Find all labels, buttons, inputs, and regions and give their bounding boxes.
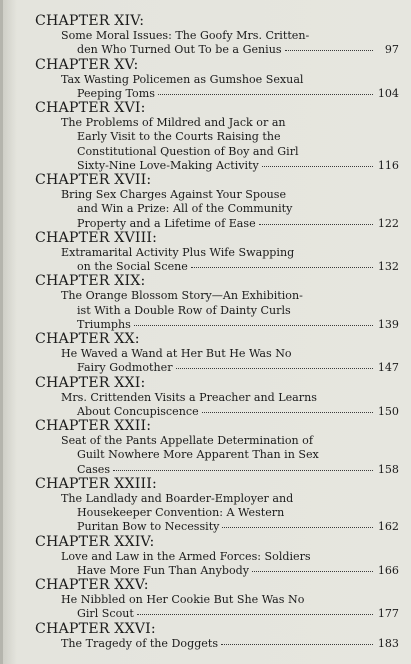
- chapter-title-last-line: [35, 159, 399, 173]
- chapter-heading: CHAPTER XVII:: [35, 172, 152, 188]
- toc-entry: [35, 14, 399, 58]
- chapter-title-line: The Landlady and Boarder-Employer and: [61, 491, 294, 505]
- chapter-heading: CHAPTER XXIII:: [35, 475, 157, 492]
- page-number: 97: [384, 43, 399, 57]
- toc-entry: [35, 622, 399, 651]
- chapter-heading: CHAPTER XXIV:: [35, 533, 155, 550]
- chapter-title-line: Constitutional Question of Boy and Girl: [77, 144, 299, 158]
- chapter-title-line: The Orange Blossom Story—An Exhibition-: [61, 289, 303, 303]
- toc-entry: [35, 332, 399, 376]
- chapter-title-text: den Who Turned Out To be a Genius: [77, 43, 282, 57]
- page-number: 139: [377, 317, 399, 331]
- dot-leader: [259, 224, 373, 225]
- chapter-title-last-line: [35, 361, 399, 375]
- chapter-title-last-line: [35, 43, 399, 57]
- chapter-title-last-line: [35, 318, 399, 332]
- page-number: 166: [377, 563, 399, 577]
- chapter-title-text: About Concupiscence: [77, 404, 199, 418]
- toc-entry: [35, 274, 399, 332]
- chapter-title-text: Puritan Bow to Necessity: [77, 520, 220, 534]
- dot-leader: [191, 267, 373, 268]
- chapter-title-last-line: [35, 260, 399, 274]
- toc-entry: [35, 578, 399, 622]
- toc-entry: [35, 231, 399, 275]
- toc-entry: [35, 101, 399, 173]
- chapter-heading: CHAPTER XIX:: [35, 273, 146, 290]
- chapter-title-text: Have More Fun Than Anybody: [77, 563, 249, 577]
- toc-entry: [35, 58, 399, 102]
- chapter-title-last-line: [35, 463, 399, 477]
- chapter-heading: CHAPTER XIV:: [35, 13, 145, 29]
- chapter-title-line: and Win a Prize: All of the Community: [77, 202, 293, 216]
- chapter-title-text: Girl Scout: [77, 607, 134, 621]
- dot-leader: [113, 470, 373, 471]
- chapter-title-text: Fairy Godmother: [77, 361, 173, 375]
- page-number: 122: [377, 216, 399, 230]
- chapter-title-line: ist With a Double Row of Dainty Curls: [77, 303, 291, 317]
- chapter-title-line: Bring Sex Charges Against Your Spouse: [61, 188, 287, 201]
- chapter-heading: CHAPTER XX:: [35, 331, 140, 347]
- chapter-heading: CHAPTER XXI:: [35, 374, 146, 391]
- page-number: 158: [377, 462, 399, 476]
- page-number: 147: [377, 361, 399, 375]
- page-number: 132: [377, 260, 399, 273]
- chapter-title-line: Extramarital Activity Plus Wife Swapping: [61, 245, 295, 259]
- page-number: 162: [377, 520, 399, 534]
- chapter-title-line: Love and Law in the Armed Forces: Soldiers: [61, 549, 311, 563]
- chapter-title-line: Housekeeper Convention: A Western: [77, 506, 285, 519]
- chapter-heading: CHAPTER XXV:: [35, 577, 149, 593]
- chapter-title-line: Seat of the Pants Appellate Determination of: [61, 434, 313, 447]
- dot-leader: [158, 94, 373, 95]
- toc-entry: [35, 376, 399, 420]
- chapter-title-text: Property and a Lifetime of Ease: [77, 216, 256, 230]
- dot-leader: [176, 368, 373, 369]
- dot-leader: [285, 50, 373, 51]
- chapter-title-text: on the Social Scene: [77, 260, 188, 273]
- chapter-title-line: Guilt Nowhere More Apparent Than in Sex: [77, 448, 319, 462]
- toc-list: [35, 14, 399, 651]
- chapter-title-line: Mrs. Crittenden Visits a Preacher and Learns: [61, 390, 317, 404]
- chapter-title-line: He Waved a Wand at Her But He Was No: [61, 347, 292, 360]
- chapter-title-last-line: [35, 217, 399, 231]
- toc-entry: [35, 173, 399, 231]
- chapter-title-text: Cases: [77, 462, 111, 476]
- chapter-title-last-line: [35, 607, 399, 621]
- dot-leader: [134, 325, 373, 326]
- chapter-title-line: Early Visit to the Courts Raising the: [77, 130, 281, 144]
- chapter-title-last-line: [35, 564, 399, 578]
- page-number: 104: [377, 86, 399, 100]
- chapter-title-line: He Nibbled on Her Cookie But She Was No: [61, 593, 305, 606]
- dot-leader: [222, 527, 373, 528]
- chapter-title-last-line: [35, 637, 399, 651]
- chapter-title-text: Sixty-Nine Love-Making Activity: [77, 158, 259, 172]
- chapter-heading: CHAPTER XXII:: [35, 418, 152, 434]
- dot-leader: [221, 644, 373, 645]
- dot-leader: [262, 166, 373, 167]
- chapter-heading: CHAPTER XXVI:: [35, 620, 156, 637]
- chapter-title-text: Triumphs: [77, 317, 131, 331]
- chapter-title-line: Tax Wasting Policemen as Gumshoe Sexual: [61, 72, 304, 86]
- page-number: 150: [377, 404, 399, 418]
- chapter-title-line: The Problems of Mildred and Jack or an: [61, 116, 286, 129]
- toc-entry: [35, 419, 399, 477]
- chapter-title-last-line: [35, 87, 399, 101]
- toc-entry: [35, 477, 399, 535]
- toc-entry: [35, 535, 399, 579]
- chapter-title-last-line: [35, 520, 399, 534]
- chapter-title-last-line: [35, 405, 399, 419]
- dot-leader: [137, 614, 373, 615]
- page-number: 183: [377, 636, 399, 650]
- chapter-title-text: Peeping Toms: [77, 86, 155, 100]
- chapter-heading: CHAPTER XV:: [35, 56, 139, 73]
- page-number: 177: [377, 607, 399, 621]
- chapter-heading: CHAPTER XVIII:: [35, 229, 158, 246]
- chapter-title-line: Some Moral Issues: The Goofy Mrs. Critten-: [61, 29, 310, 42]
- chapter-heading: CHAPTER XVI:: [35, 100, 146, 116]
- page-number: 116: [377, 158, 399, 172]
- dot-leader: [202, 412, 373, 413]
- dot-leader: [252, 571, 373, 572]
- chapter-title-text: The Tragedy of the Doggets: [61, 636, 219, 650]
